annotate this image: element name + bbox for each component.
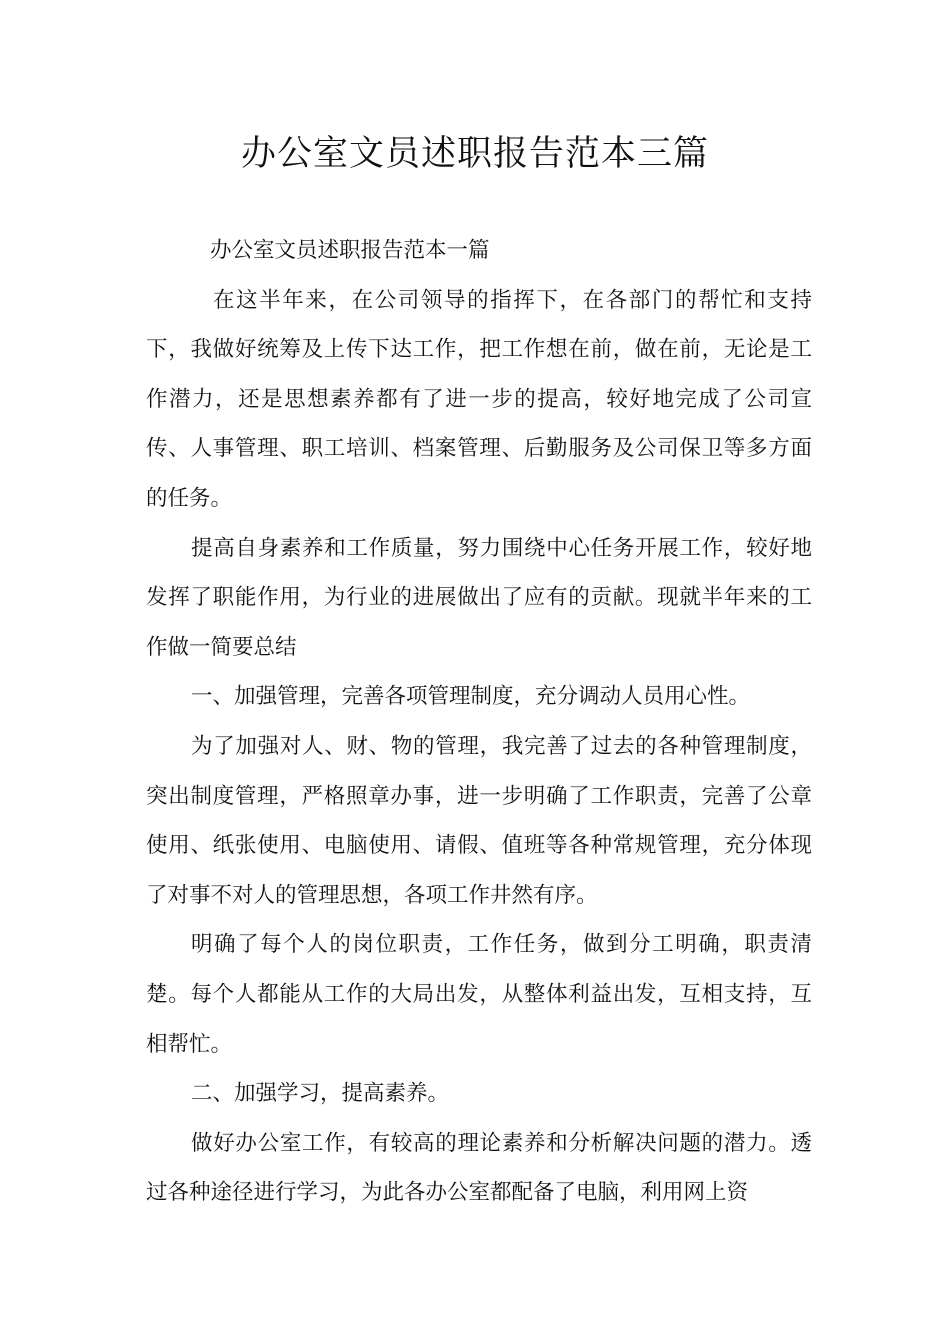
paragraph-management-rules: 为了加强对人、财、物的管理，我完善了过去的各种管理制度，突出制度管理，严格照章办事，进一步明确了工作职责，完善了公章使用、纸张使用、电脑使用、请假、值班等各种常规管理，充分体现了对事不对人的管理思想，各项工作井然有序。 xyxy=(146,733,812,908)
document-title: 办公室文员述职报告范本三篇 xyxy=(240,134,709,174)
paragraph-summary: 提高自身素养和工作质量，努力围绕中心任务开展工作，较好地发挥了职能作用，为行业的进展做出了应有的贡献。现就半年来的工作做一简要总结 xyxy=(146,535,812,660)
section-subtitle: 办公室文员述职报告范本一篇 xyxy=(210,238,490,263)
paragraph-learning: 做好办公室工作，有较高的理论素养和分析解决问题的潜力。透过各种途径进行学习，为此各办公室都配备了电脑，利用网上资 xyxy=(146,1130,812,1206)
paragraph-responsibilities: 明确了每个人的岗位职责，工作任务，做到分工明确，职责清楚。每个人都能从工作的大局出发，从整体利益出发，互相支持，互相帮忙。 xyxy=(146,932,812,1057)
section-heading-learning: 二、加强学习，提高素养。 xyxy=(191,1081,450,1107)
paragraph-intro: 在这半年来，在公司领导的指挥下，在各部门的帮忙和支持下，我做好统筹及上传下达工作，把工作想在前，做在前，无论是工作潜力，还是思想素养都有了进一步的提高，较好地完成了公司宣传、人事管理、职工培训、档案管理、后勤服务及公司保卫等多方面的任务。 xyxy=(146,287,812,511)
document-body xyxy=(146,226,812,1218)
section-heading-management: 一、加强管理，完善各项管理制度，充分调动人员用心性。 xyxy=(191,684,751,710)
